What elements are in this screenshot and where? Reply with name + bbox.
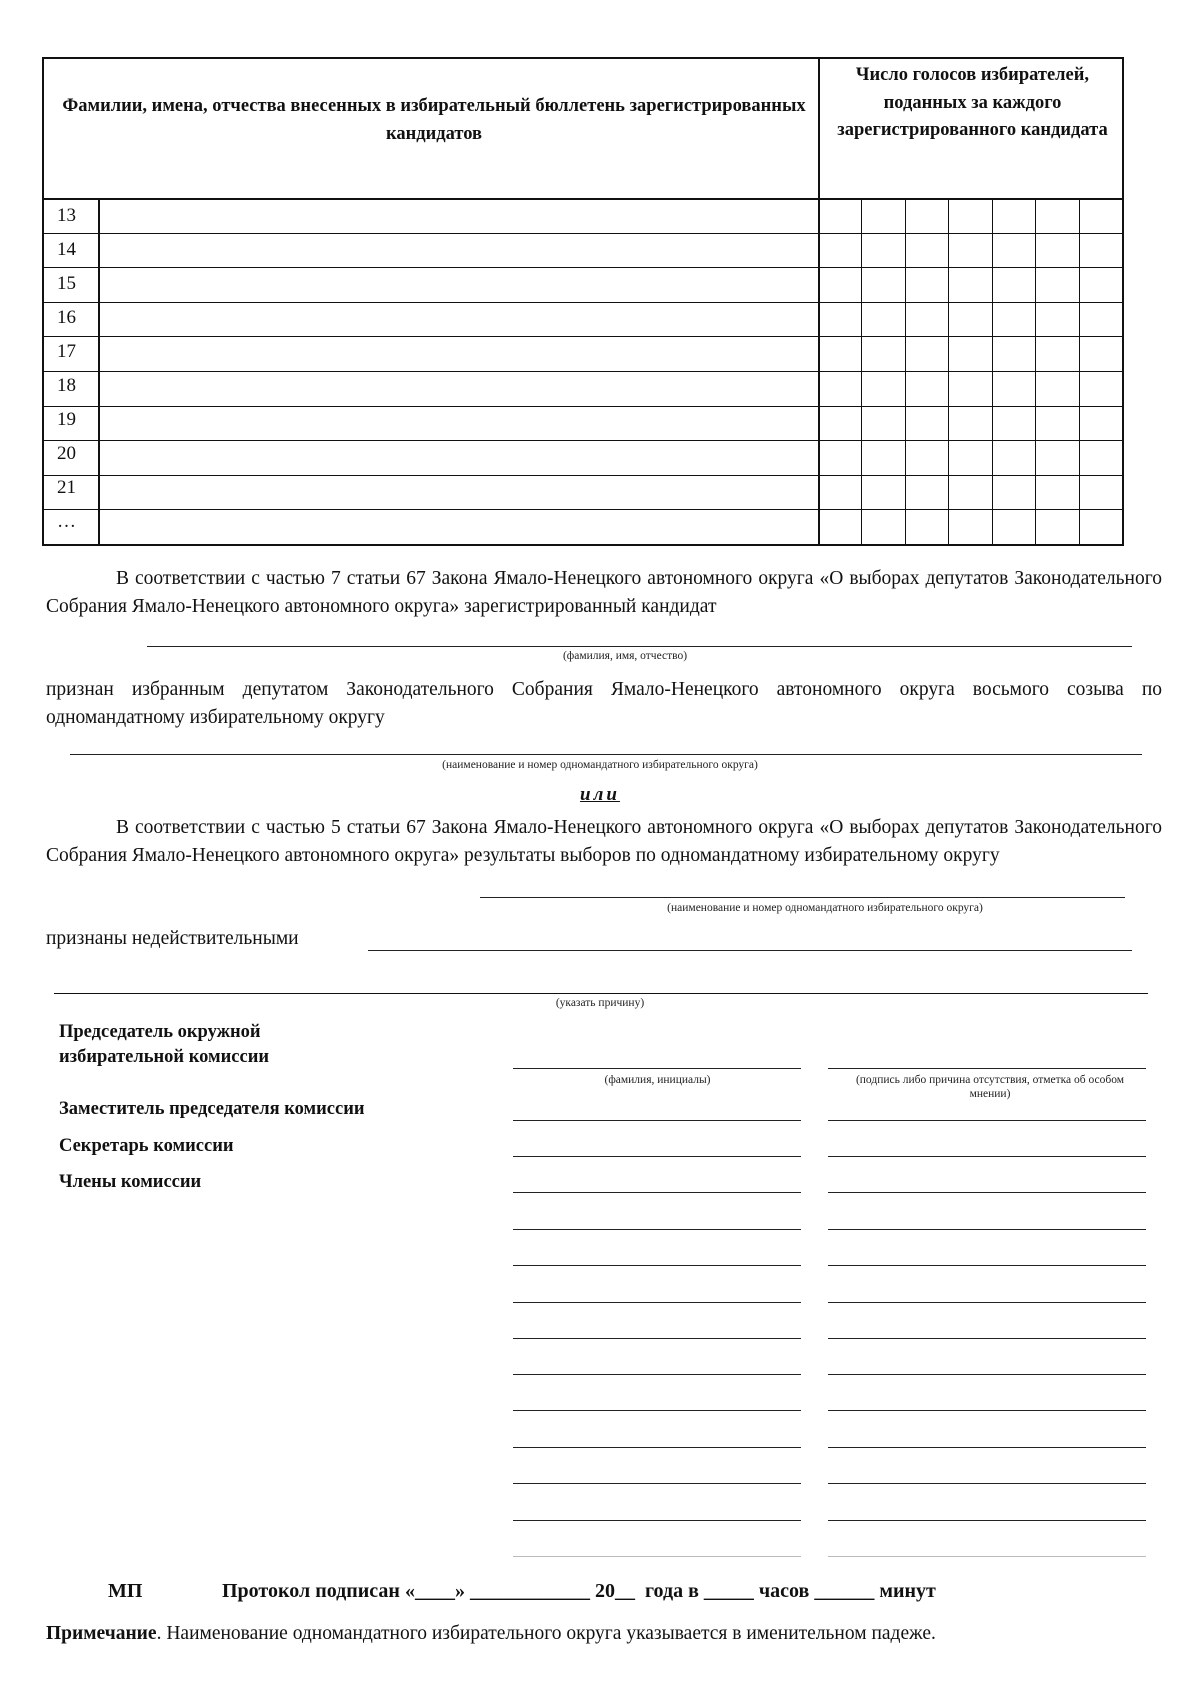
paragraph-invalid-intro: В соответствии с частью 5 статьи 67 Закона Ямало-Ненецкого автономного округа «О выборах депутатов Законодательного Собрания Ямало-Ненецкого автономного округа» результаты выборов по одномандатному избирательному округу — [46, 817, 1162, 866]
table-row-line — [42, 371, 1122, 372]
paragraph-elected-text: признан избранным депутатом Законодательного Собрания Ямало-Ненецкого автономного округа восьмого созыва по одномандатному избирательному округу — [46, 679, 1162, 728]
year-word: года в — [644, 1580, 699, 1602]
table-row-line — [42, 336, 1122, 337]
reason-line-2 — [54, 993, 1148, 994]
table-border-bottom — [42, 544, 1122, 546]
signature-sign-line[interactable] — [828, 1556, 1146, 1557]
table-row-line — [42, 509, 1122, 510]
table-border-top — [42, 57, 1122, 59]
table-vote-cell-divider — [992, 198, 993, 544]
signed-prefix: Протокол подписан « — [222, 1580, 415, 1602]
signature-sign-line[interactable] — [828, 1483, 1146, 1484]
signature-name-line[interactable] — [513, 1556, 801, 1557]
table-header-divider — [42, 198, 1122, 200]
signature-name-line[interactable] — [513, 1338, 801, 1339]
signature-name-line[interactable] — [513, 1229, 801, 1230]
label-members: Члены комиссии — [59, 1172, 202, 1192]
signature-name-line[interactable] — [513, 1265, 801, 1266]
signature-name-line[interactable] — [513, 1156, 801, 1157]
table-row-number: 17 — [57, 341, 76, 362]
table-row-line — [42, 406, 1122, 407]
table-row-number: 15 — [57, 273, 76, 294]
district-name-line — [70, 754, 1142, 755]
label-chairman: Председатель окружной избирательной комиссии — [59, 1022, 270, 1067]
caption-signature: (подпись либо причина отсутствия, отметка об особом мнении) — [855, 1074, 1125, 1100]
blank-day: ____ — [414, 1580, 455, 1602]
signature-sign-line[interactable] — [828, 1192, 1146, 1193]
blank-hours: _____ — [703, 1580, 754, 1602]
signature-sign-line[interactable] — [828, 1229, 1146, 1230]
signature-sign-line[interactable] — [828, 1120, 1146, 1121]
table-vote-cell-divider — [1035, 198, 1036, 544]
signature-name-line[interactable] — [513, 1483, 801, 1484]
table-border-right — [1122, 57, 1124, 546]
signature-sign-line[interactable] — [828, 1302, 1146, 1303]
table-vote-cell-divider — [861, 198, 862, 544]
table-row-line — [42, 233, 1122, 234]
or-separator: или — [580, 784, 620, 805]
blank-year: __ — [614, 1580, 635, 1602]
paragraph-elected-intro: В соответствии с частью 7 статьи 67 Закона Ямало-Ненецкого автономного округа «О выборах депутатов Законодательного Собрания Ямало-Ненецкого автономного округа» зарегистрированный кандидат — [46, 568, 1162, 617]
signature-sign-line[interactable] — [828, 1447, 1146, 1448]
signature-sign-line[interactable] — [828, 1068, 1146, 1069]
table-row-number: 19 — [57, 409, 76, 430]
signature-name-line[interactable] — [513, 1120, 801, 1121]
caption-reason: (указать причину) — [555, 997, 645, 1009]
caption-candidate-name: (фамилия, имя, отчество) — [562, 650, 688, 662]
table-header-names: Фамилии, имена, отчества внесенных в избирательный бюллетень зарегистрированных кандидатов — [62, 96, 806, 144]
minutes-word: минут — [879, 1580, 936, 1602]
signature-sign-line[interactable] — [828, 1338, 1146, 1339]
table-header-votes: Число голосов избирателей, поданных за каждого зарегистрированного кандидата — [837, 65, 1108, 140]
table-row-number: 13 — [57, 205, 76, 226]
table-row-line — [42, 440, 1122, 441]
stamp-place: МП — [108, 1580, 143, 1602]
note-label: Примечание — [46, 1623, 157, 1644]
signature-sign-line[interactable] — [828, 1156, 1146, 1157]
table-row-number: 14 — [57, 239, 76, 260]
blank-month: ____________ — [469, 1580, 590, 1602]
signature-name-line[interactable] — [513, 1410, 801, 1411]
signature-sign-line[interactable] — [828, 1410, 1146, 1411]
table-vote-cell-divider — [948, 198, 949, 544]
year-prefix: 20 — [594, 1580, 615, 1602]
signature-name-line[interactable] — [513, 1068, 801, 1069]
candidate-name-line — [147, 646, 1132, 647]
signature-name-line[interactable] — [513, 1520, 801, 1521]
paragraph-invalid-text: признаны недействительными — [46, 928, 299, 949]
footnote — [46, 1620, 1162, 1648]
label-deputy: Заместитель председателя комиссии — [59, 1099, 365, 1119]
table-row-line — [42, 302, 1122, 303]
reason-line-1 — [368, 950, 1132, 951]
signature-sign-line[interactable] — [828, 1374, 1146, 1375]
table-row-number: 20 — [57, 443, 76, 464]
signature-name-line[interactable] — [513, 1374, 801, 1375]
table-vote-cell-divider — [1079, 198, 1080, 544]
blank-minutes: ______ — [814, 1580, 875, 1602]
quote-close: » — [454, 1580, 465, 1602]
hours-word: часов — [758, 1580, 810, 1602]
signature-sign-line[interactable] — [828, 1520, 1146, 1521]
district-name-line-2 — [480, 897, 1125, 898]
table-row-line — [42, 475, 1122, 476]
protocol-signed-line — [222, 1580, 936, 1603]
label-secretary: Секретарь комиссии — [59, 1136, 234, 1156]
table-row-number: 21 — [57, 477, 76, 498]
note-text: . Наименование одномандатного избирательного округа указывается в именительном падеже. — [156, 1623, 936, 1644]
caption-district-2: (наименование и номер одномандатного избирательного округа) — [667, 902, 983, 914]
signature-sign-line[interactable] — [828, 1265, 1146, 1266]
signature-name-line[interactable] — [513, 1302, 801, 1303]
table-row-number: … — [57, 511, 76, 532]
table-row-line — [42, 267, 1122, 268]
table-row-number: 16 — [57, 307, 76, 328]
caption-name-initials: (фамилия, инициалы) — [604, 1074, 711, 1086]
signature-name-line[interactable] — [513, 1192, 801, 1193]
table-row-number: 18 — [57, 375, 76, 396]
table-vote-cell-divider — [905, 198, 906, 544]
signature-name-line[interactable] — [513, 1447, 801, 1448]
caption-district-1: (наименование и номер одномандатного избирательного округа) — [442, 759, 758, 771]
